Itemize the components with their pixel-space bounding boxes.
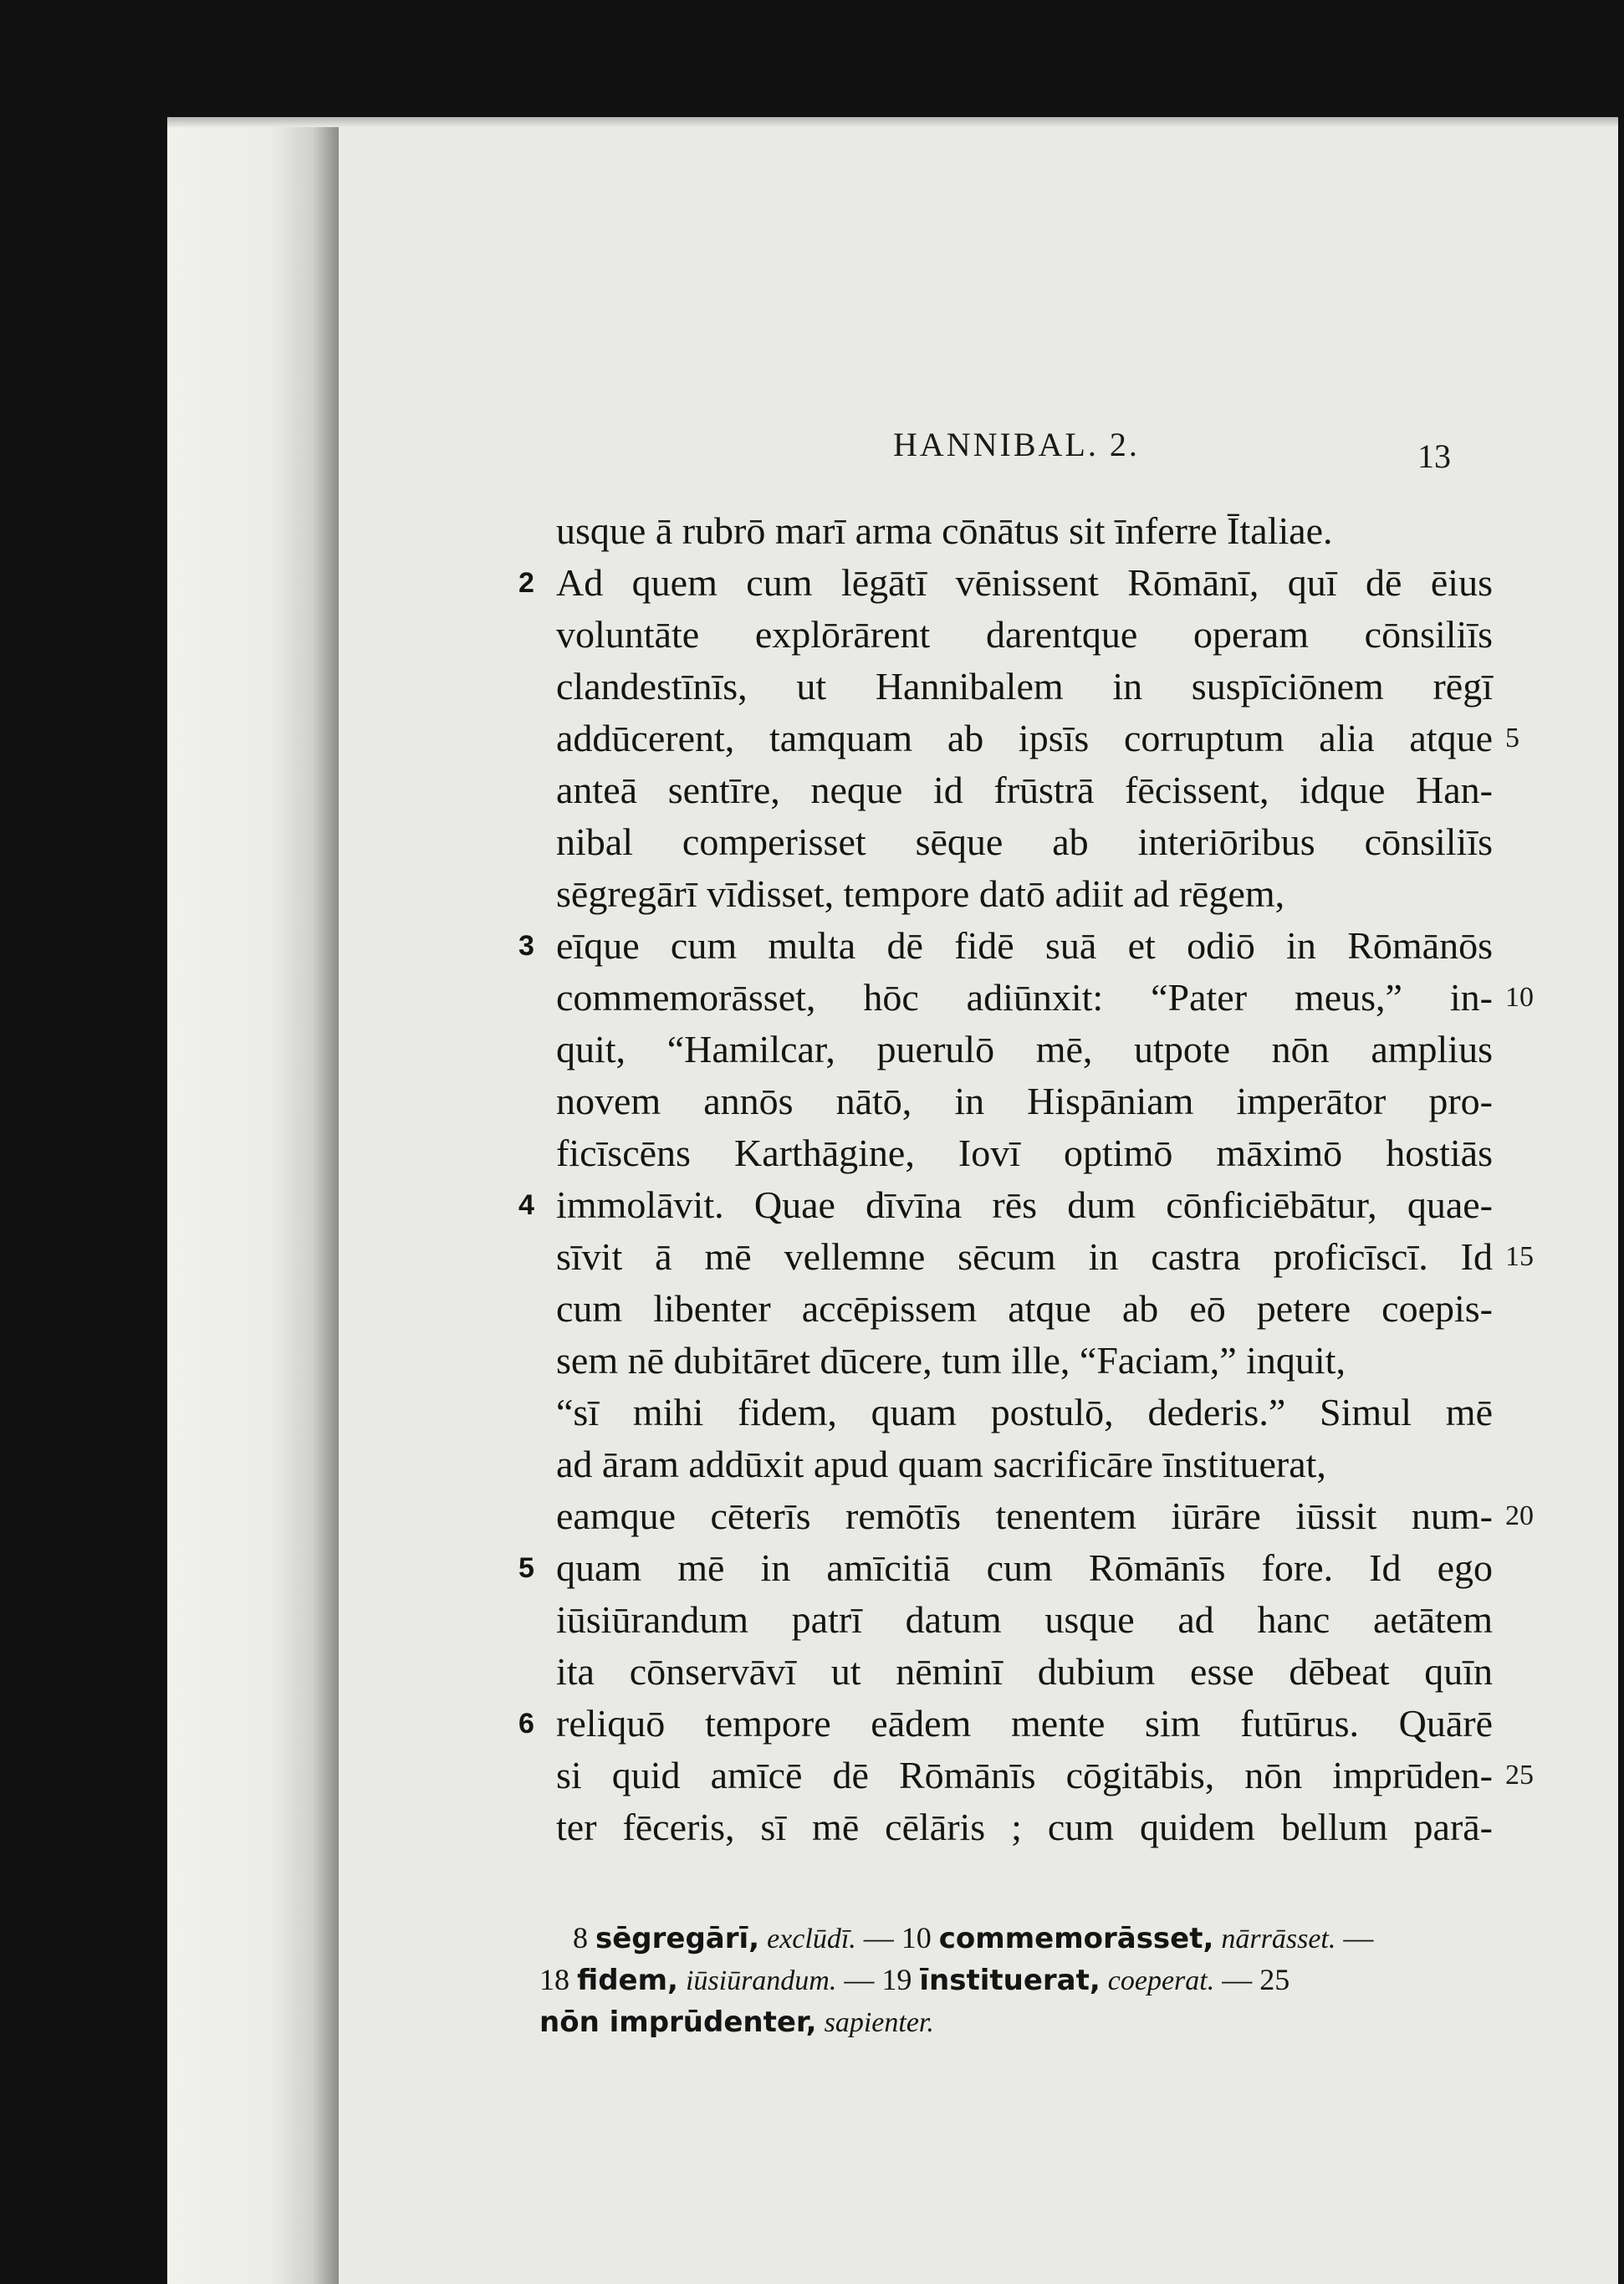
text-line: iūsiūrandum patrī datum usque ad hanc aetātem	[556, 1598, 1493, 1641]
footnote-number: 18	[539, 1963, 569, 1996]
text-line: quit, “Hamilcar, puerulō mē, utpote nōn amplius	[556, 1028, 1493, 1070]
footnote-number: 25	[1259, 1963, 1290, 1996]
paragraph-number: 6	[518, 1708, 534, 1740]
line-number: 15	[1505, 1241, 1534, 1272]
text-line: “sī mihi fidem, quam postulō, dederis.” Simul mē	[556, 1391, 1493, 1433]
footnote-gloss: coeperat.	[1107, 1965, 1215, 1996]
text-line: eamque cēterīs remōtīs tenentem iūrāre iūssit num-	[556, 1495, 1493, 1537]
text-line: nibal comperisset sēque ab interiōribus cōnsiliīs	[556, 820, 1493, 863]
text-line: immolāvit. Quae dīvīna rēs dum cōnficiēbātur, quae-	[556, 1183, 1493, 1226]
line-number: 20	[1505, 1500, 1534, 1531]
footnote-separator: —	[1343, 1921, 1374, 1954]
running-head: HANNIBAL. 2.	[893, 426, 1140, 463]
text-line: eīque cum multa dē fidē suā et odiō in Rōmānōs	[556, 924, 1493, 967]
footnote-term: nōn imprūdenter,	[539, 2006, 817, 2039]
paragraph-number: 4	[518, 1189, 534, 1221]
footnote-term: fidem,	[577, 1964, 678, 1997]
text-line: anteā sentīre, neque id frūstrā fēcissent, idque Han-	[556, 769, 1493, 811]
footnote-line	[539, 1917, 1484, 1960]
text-line: addūcerent, tamquam ab ipsīs corruptum alia atque	[556, 717, 1493, 759]
text-line: novem annōs nātō, in Hispāniam imperātor pro-	[556, 1080, 1493, 1122]
text-line: commemorāsset, hōc adiūnxit: “Pater meus,” in-	[556, 976, 1493, 1019]
text-line: sem nē dubitāret dūcere, tum ille, “Faciam,” inquit,	[556, 1339, 1346, 1382]
paragraph-number: 5	[518, 1552, 534, 1584]
page-top-edge	[167, 117, 1618, 127]
text-line: cum libenter accēpissem atque ab eō petere coepis-	[556, 1287, 1493, 1330]
book-page	[167, 117, 1618, 2284]
footnote-term: commemorāsset,	[938, 1922, 1214, 1955]
footnote-line	[539, 2000, 1484, 2044]
footnote-separator: —	[863, 1921, 894, 1954]
text-line: usque ā rubrō marī arma cōnātus sit īnferre Ītaliae.	[556, 509, 1333, 552]
footnote-separator: —	[1222, 1963, 1253, 1996]
footnote-term: īnstituerat,	[919, 1964, 1101, 1997]
page-number: 13	[1417, 437, 1451, 475]
text-line: Ad quem cum lēgātī vēnissent Rōmānī, quī dē ēius	[556, 561, 1493, 604]
footnote-number: 19	[881, 1963, 912, 1996]
paragraph-number: 2	[518, 567, 534, 599]
text-line: ad āram addūxit apud quam sacrificāre īnstituerat,	[556, 1443, 1326, 1485]
footnote-separator: —	[844, 1963, 875, 1996]
text-line: reliquō tempore eādem mente sim futūrus. Quārē	[556, 1702, 1493, 1745]
text-line: sīvit ā mē vellemne sēcum in castra proficīscī. Id	[556, 1235, 1493, 1278]
text-line: ficīscēns Karthāgine, Iovī optimō māximō hostiās	[556, 1132, 1493, 1174]
paragraph-number: 3	[518, 930, 534, 962]
line-number: 5	[1505, 723, 1519, 754]
text-line: quam mē in amīcitiā cum Rōmānīs fore. Id ego	[556, 1546, 1493, 1589]
footnote-number: 10	[901, 1921, 932, 1954]
footnote-gloss: exclūdī.	[767, 1924, 856, 1954]
footnote-gloss: nārrāsset.	[1221, 1924, 1336, 1954]
footnote-number: 8	[573, 1921, 588, 1954]
footnote-gloss: sapienter.	[824, 2007, 934, 2038]
text-line: sēgregārī vīdisset, tempore datō adiit ad rēgem,	[556, 872, 1285, 915]
page-gutter-shadow	[167, 117, 339, 2284]
footnote-term: sēgregārī,	[595, 1922, 760, 1955]
text-line: voluntāte explōrārent darentque operam cōnsiliīs	[556, 613, 1493, 656]
text-line: clandestīnīs, ut Hannibalem in suspīciōnem rēgī	[556, 665, 1493, 708]
text-line: si quid amīcē dē Rōmānīs cōgitābis, nōn imprūden-	[556, 1754, 1493, 1796]
line-number: 10	[1505, 982, 1534, 1013]
footnote-gloss: iūsiūrandum.	[685, 1965, 837, 1996]
footnote-line	[539, 1959, 1484, 2002]
line-number: 25	[1505, 1760, 1534, 1791]
text-line: ita cōnservāvī ut nēminī dubium esse dēbeat quīn	[556, 1650, 1493, 1693]
text-line: ter fēceris, sī mē cēlāris ; cum quidem bellum parā-	[556, 1806, 1493, 1848]
